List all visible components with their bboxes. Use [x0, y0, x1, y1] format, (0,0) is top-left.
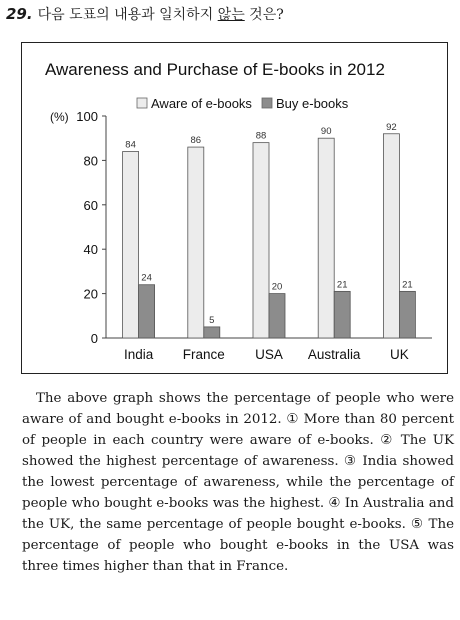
data-label: 92: [386, 121, 397, 133]
bar: [334, 291, 350, 338]
passage: [22, 388, 454, 577]
y-tick-label: 80: [83, 153, 98, 169]
data-label: 24: [141, 272, 152, 284]
question-text-underlined: 않는: [217, 7, 245, 23]
bar: [399, 291, 415, 338]
bar: [188, 147, 204, 338]
data-label: 21: [402, 279, 413, 291]
data-label: 88: [255, 130, 267, 142]
bars: [123, 122, 416, 362]
y-tick-label: 40: [83, 242, 98, 258]
bar-chart: [22, 43, 447, 373]
data-label: 5: [209, 314, 215, 326]
bar: [204, 327, 220, 338]
y-tick-label: 0: [90, 331, 98, 346]
question-number: 29.: [6, 5, 33, 23]
legend-label: Buy e-books: [276, 96, 349, 111]
passage-text: The above graph shows the percentage of people who were aware of and bought e-books in 2012. ① More than 80 percent of people in each country were aware of e-books. ② The UK showed the highest percentage of awareness. ③ India showed the lowest percentage of awareness, while the percentage of people who bought e-books was the highest. ④ In Australia and the UK, the same percentage of people bought e-books. ⑤ The percentage of people who bought e-books in the USA was three times higher than that in France.: [22, 391, 454, 574]
legend-label: Aware of e-books: [151, 96, 252, 111]
x-tick-label: Australia: [307, 347, 361, 362]
question-prompt: [38, 7, 284, 23]
y-tick-label: 100: [76, 109, 98, 124]
bar: [318, 138, 334, 338]
question-text-after: 것은?: [244, 7, 284, 23]
x-tick-label: India: [123, 347, 154, 362]
bar: [123, 152, 139, 338]
data-label: 86: [190, 135, 202, 147]
bar: [383, 134, 399, 338]
y-axis-label: (%): [50, 110, 69, 124]
data-label: 90: [320, 126, 332, 138]
bar: [253, 143, 269, 338]
x-tick-label: France: [182, 347, 225, 362]
legend-swatch: [262, 98, 272, 108]
legend-swatch: [137, 98, 147, 108]
question-text-before: 다음 도표의 내용과 일치하지: [37, 7, 218, 23]
x-tick-label: USA: [255, 347, 283, 362]
bar: [269, 294, 285, 338]
y-tick-label: 20: [83, 286, 98, 302]
legend: [137, 96, 349, 111]
bar: [139, 285, 155, 338]
chart-title: Awareness and Purchase of E-books in 2012: [45, 60, 385, 79]
x-tick-label: UK: [390, 347, 409, 362]
question-header: [6, 4, 456, 25]
data-label: 21: [336, 279, 348, 291]
data-label: 20: [271, 281, 283, 293]
data-label: 84: [125, 139, 136, 151]
chart-frame: [21, 42, 448, 374]
y-tick-label: 60: [83, 197, 98, 213]
